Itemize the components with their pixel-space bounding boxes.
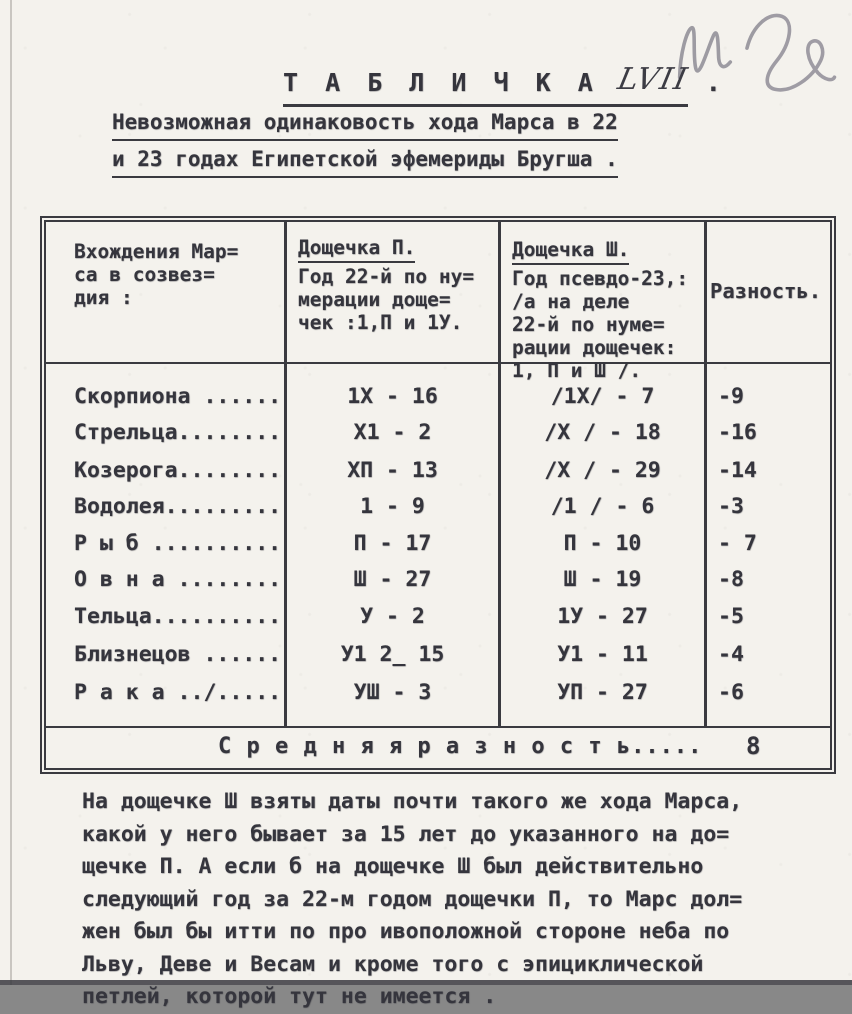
diff-cell: -3	[718, 494, 744, 519]
diff-cell: - 7	[718, 531, 757, 556]
header-difference: Разность.	[710, 279, 822, 303]
header-constellations	[74, 240, 238, 309]
table-body	[46, 364, 830, 726]
table-row	[46, 384, 830, 422]
header-constellations-line1: Вхождения Мар=	[74, 240, 239, 263]
column-divider-2-dotted-header	[498, 222, 504, 362]
diff-cell: -8	[718, 567, 744, 592]
header-tablet2-title: Дощечка П.	[298, 236, 415, 263]
diff-cell: -16	[718, 420, 757, 445]
title-block	[283, 64, 721, 107]
header-tablet-2	[298, 236, 474, 334]
subtitle	[112, 110, 618, 184]
title-period: .	[705, 68, 721, 97]
subtitle-line-1: Невозможная одинаковость хода Марса в 22	[112, 110, 618, 141]
scan-edge-artifact	[10, 0, 12, 985]
paragraph-line-4: следующий год за 22-м годом дощечки П, то Марс дол=	[82, 886, 743, 912]
constellation-cell: Тельца..........	[74, 604, 282, 629]
diff-cell: -6	[718, 680, 744, 705]
tablet3-cell: /1Х/ - 7	[550, 384, 655, 409]
diff-cell: -9	[718, 384, 744, 409]
table-row	[46, 531, 830, 569]
tablet2-cell: ХП - 13	[347, 458, 438, 483]
subtitle-line-2: и 23 годах Египетской эфемериды Бругша .	[112, 147, 618, 178]
diff-cell: -4	[718, 642, 744, 667]
table-row	[46, 642, 830, 680]
constellation-cell: Р а к а ../.....	[74, 680, 282, 705]
header-tablet2-line2: мерации доще=	[298, 288, 451, 311]
paragraph-line-6: Льву, Деве и Весам и кроме того с эпициклической	[82, 951, 704, 977]
tablet2-cell: Ш - 27	[353, 567, 432, 592]
header-tablet3-line5: 1, П и Ш /.	[512, 359, 642, 382]
header-tablet3-title: Дощечка Ш.	[512, 238, 629, 265]
header-tablet3-line4: рации дощечек:	[512, 336, 677, 359]
table-row	[46, 567, 830, 605]
paragraph-line-5: жен был бы итти по про ивоположной стороне неба по	[82, 919, 730, 944]
header-tablet-3	[512, 238, 688, 382]
tablet3-cell: УП - 27	[557, 680, 648, 705]
tablet2-cell: П - 17	[353, 531, 432, 556]
table-row	[46, 494, 830, 532]
constellation-cell: Близнецов ......	[74, 642, 282, 667]
mars-table	[40, 216, 836, 774]
tablet2-cell: У - 2	[360, 604, 425, 629]
tablet2-cell: УШ - 3	[353, 680, 432, 705]
page-title: Т А Б Л И Ч К А	[283, 68, 599, 97]
header-tablet3-line1: Год псевдо-23,:	[512, 267, 689, 290]
diff-cell: -14	[718, 458, 757, 483]
paragraph-line-1: На дощечке Ш взяты даты почти такого же хода Марса,	[82, 789, 743, 814]
table-row	[46, 604, 830, 642]
table-row	[46, 458, 830, 496]
header-constellations-line2: са в созвез=	[74, 263, 215, 286]
tablet2-cell: Х1 - 2	[353, 420, 432, 445]
tablet3-cell: /Х / - 29	[544, 458, 661, 483]
constellation-cell: Скорпиона ......	[74, 384, 282, 409]
paragraph-line-7: петлей, которой тут не имеется .	[82, 984, 497, 1009]
table-row	[46, 680, 830, 718]
constellation-cell: Стрельца........	[74, 420, 282, 445]
tablet3-cell: У1 - 11	[557, 642, 648, 667]
paragraph-line-2: какой у него бывает за 15 лет до указанного на до=	[82, 821, 730, 847]
commentary-paragraph	[82, 786, 798, 1014]
mean-difference-label: С р е д н я я р а з н о с т ь.....	[218, 734, 703, 759]
table-row	[46, 420, 830, 458]
table-footer	[46, 728, 830, 768]
diff-cell: -5	[718, 604, 744, 629]
paragraph-line-3: щечке П. А если б на дощечке Ш был действительно	[82, 854, 704, 879]
header-tablet2-line3: чек :1,П и 1У.	[298, 311, 463, 334]
tablet3-cell: П - 10	[563, 531, 642, 556]
tablet3-cell: /Х / - 18	[544, 420, 661, 445]
constellation-cell: Водолея.........	[74, 494, 282, 519]
header-constellations-line3: дия :	[74, 286, 133, 309]
tablet2-cell: 1Х - 16	[347, 384, 438, 409]
header-tablet3-line2: /а на деле	[512, 290, 630, 313]
tablet3-cell: Ш - 19	[563, 567, 642, 592]
tablet2-cell: 1 - 9	[360, 494, 425, 519]
tablet2-cell: У1 2̲ 15	[340, 642, 445, 667]
constellation-cell: Козерога........	[74, 458, 282, 483]
constellation-cell: Р ы б ..........	[74, 531, 282, 556]
tablet3-cell: 1У - 27	[557, 604, 648, 629]
mean-difference-value: 8	[746, 732, 761, 760]
header-tablet2-line1: Год 22-й по ну=	[298, 265, 475, 288]
header-tablet3-line3: 22-й по нуме=	[512, 313, 665, 336]
constellation-cell: О в н а ........	[74, 567, 282, 592]
tablet3-cell: /1 / - 6	[550, 494, 655, 519]
title-roman-numeral: LVII	[615, 62, 693, 97]
